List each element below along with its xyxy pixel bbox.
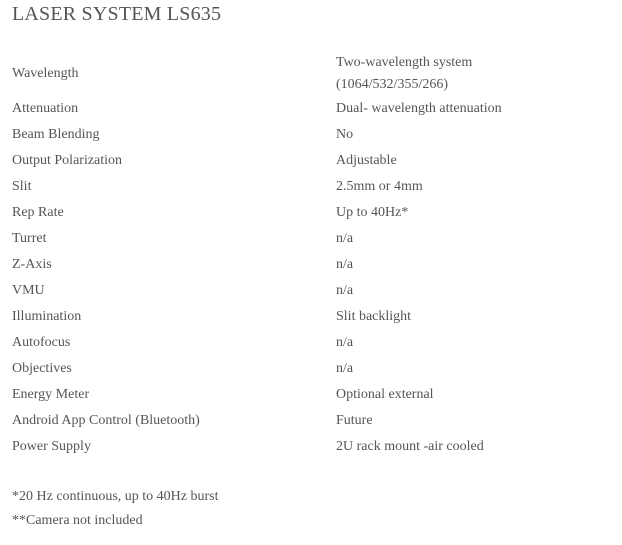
page-title: LASER SYSTEM LS635 bbox=[12, 3, 222, 25]
footnote: **Camera not included bbox=[12, 513, 143, 528]
spec-label: Autofocus bbox=[12, 335, 71, 350]
spec-label: Android App Control (Bluetooth) bbox=[12, 413, 200, 428]
spec-label: Rep Rate bbox=[12, 205, 64, 220]
spec-table bbox=[12, 51, 612, 460]
table-row bbox=[12, 382, 612, 408]
footnotes bbox=[12, 485, 218, 533]
table-row bbox=[12, 252, 612, 278]
table-row bbox=[12, 174, 612, 200]
spec-value: Adjustable bbox=[336, 153, 397, 168]
spec-label: Attenuation bbox=[12, 101, 79, 116]
spec-label: Power Supply bbox=[12, 439, 91, 454]
spec-label: Slit bbox=[12, 179, 32, 194]
spec-label: Turret bbox=[12, 231, 47, 246]
table-row bbox=[12, 226, 612, 252]
spec-value: Optional external bbox=[336, 387, 434, 402]
spec-value: n/a bbox=[336, 335, 354, 350]
spec-label: Wavelength bbox=[12, 65, 79, 81]
spec-value: No bbox=[336, 127, 354, 142]
spec-value: n/a bbox=[336, 361, 354, 376]
spec-value: Slit backlight bbox=[336, 309, 412, 324]
table-row bbox=[12, 51, 612, 96]
spec-value: n/a bbox=[336, 231, 354, 246]
table-row bbox=[12, 278, 612, 304]
footnote: *20 Hz continuous, up to 40Hz burst bbox=[12, 489, 219, 504]
spec-value: Dual- wavelength attenuation bbox=[336, 101, 502, 116]
spec-value-line: Two-wavelength system bbox=[336, 54, 473, 70]
table-row bbox=[12, 408, 612, 434]
table-row bbox=[12, 148, 612, 174]
table-row bbox=[12, 434, 612, 460]
table-row bbox=[12, 330, 612, 356]
table-row bbox=[12, 304, 612, 330]
table-row bbox=[12, 96, 612, 122]
spec-label: Output Polarization bbox=[12, 153, 123, 168]
spec-value: 2U rack mount -air cooled bbox=[336, 439, 484, 454]
spec-label: Objectives bbox=[12, 361, 72, 376]
spec-value-line: (1064/532/355/266) bbox=[336, 76, 448, 92]
spec-label: Z-Axis bbox=[12, 257, 52, 272]
spec-label: VMU bbox=[12, 283, 45, 298]
spec-label: Energy Meter bbox=[12, 387, 90, 402]
table-row bbox=[12, 356, 612, 382]
spec-value: Future bbox=[336, 413, 373, 428]
spec-value: n/a bbox=[336, 257, 354, 272]
spec-value: Up to 40Hz* bbox=[336, 205, 409, 220]
table-row bbox=[12, 200, 612, 226]
spec-label: Illumination bbox=[12, 309, 82, 324]
spec-value: n/a bbox=[336, 283, 354, 298]
table-row bbox=[12, 122, 612, 148]
spec-value bbox=[336, 51, 612, 96]
spec-label: Beam Blending bbox=[12, 127, 100, 142]
spec-value: 2.5mm or 4mm bbox=[336, 179, 423, 194]
